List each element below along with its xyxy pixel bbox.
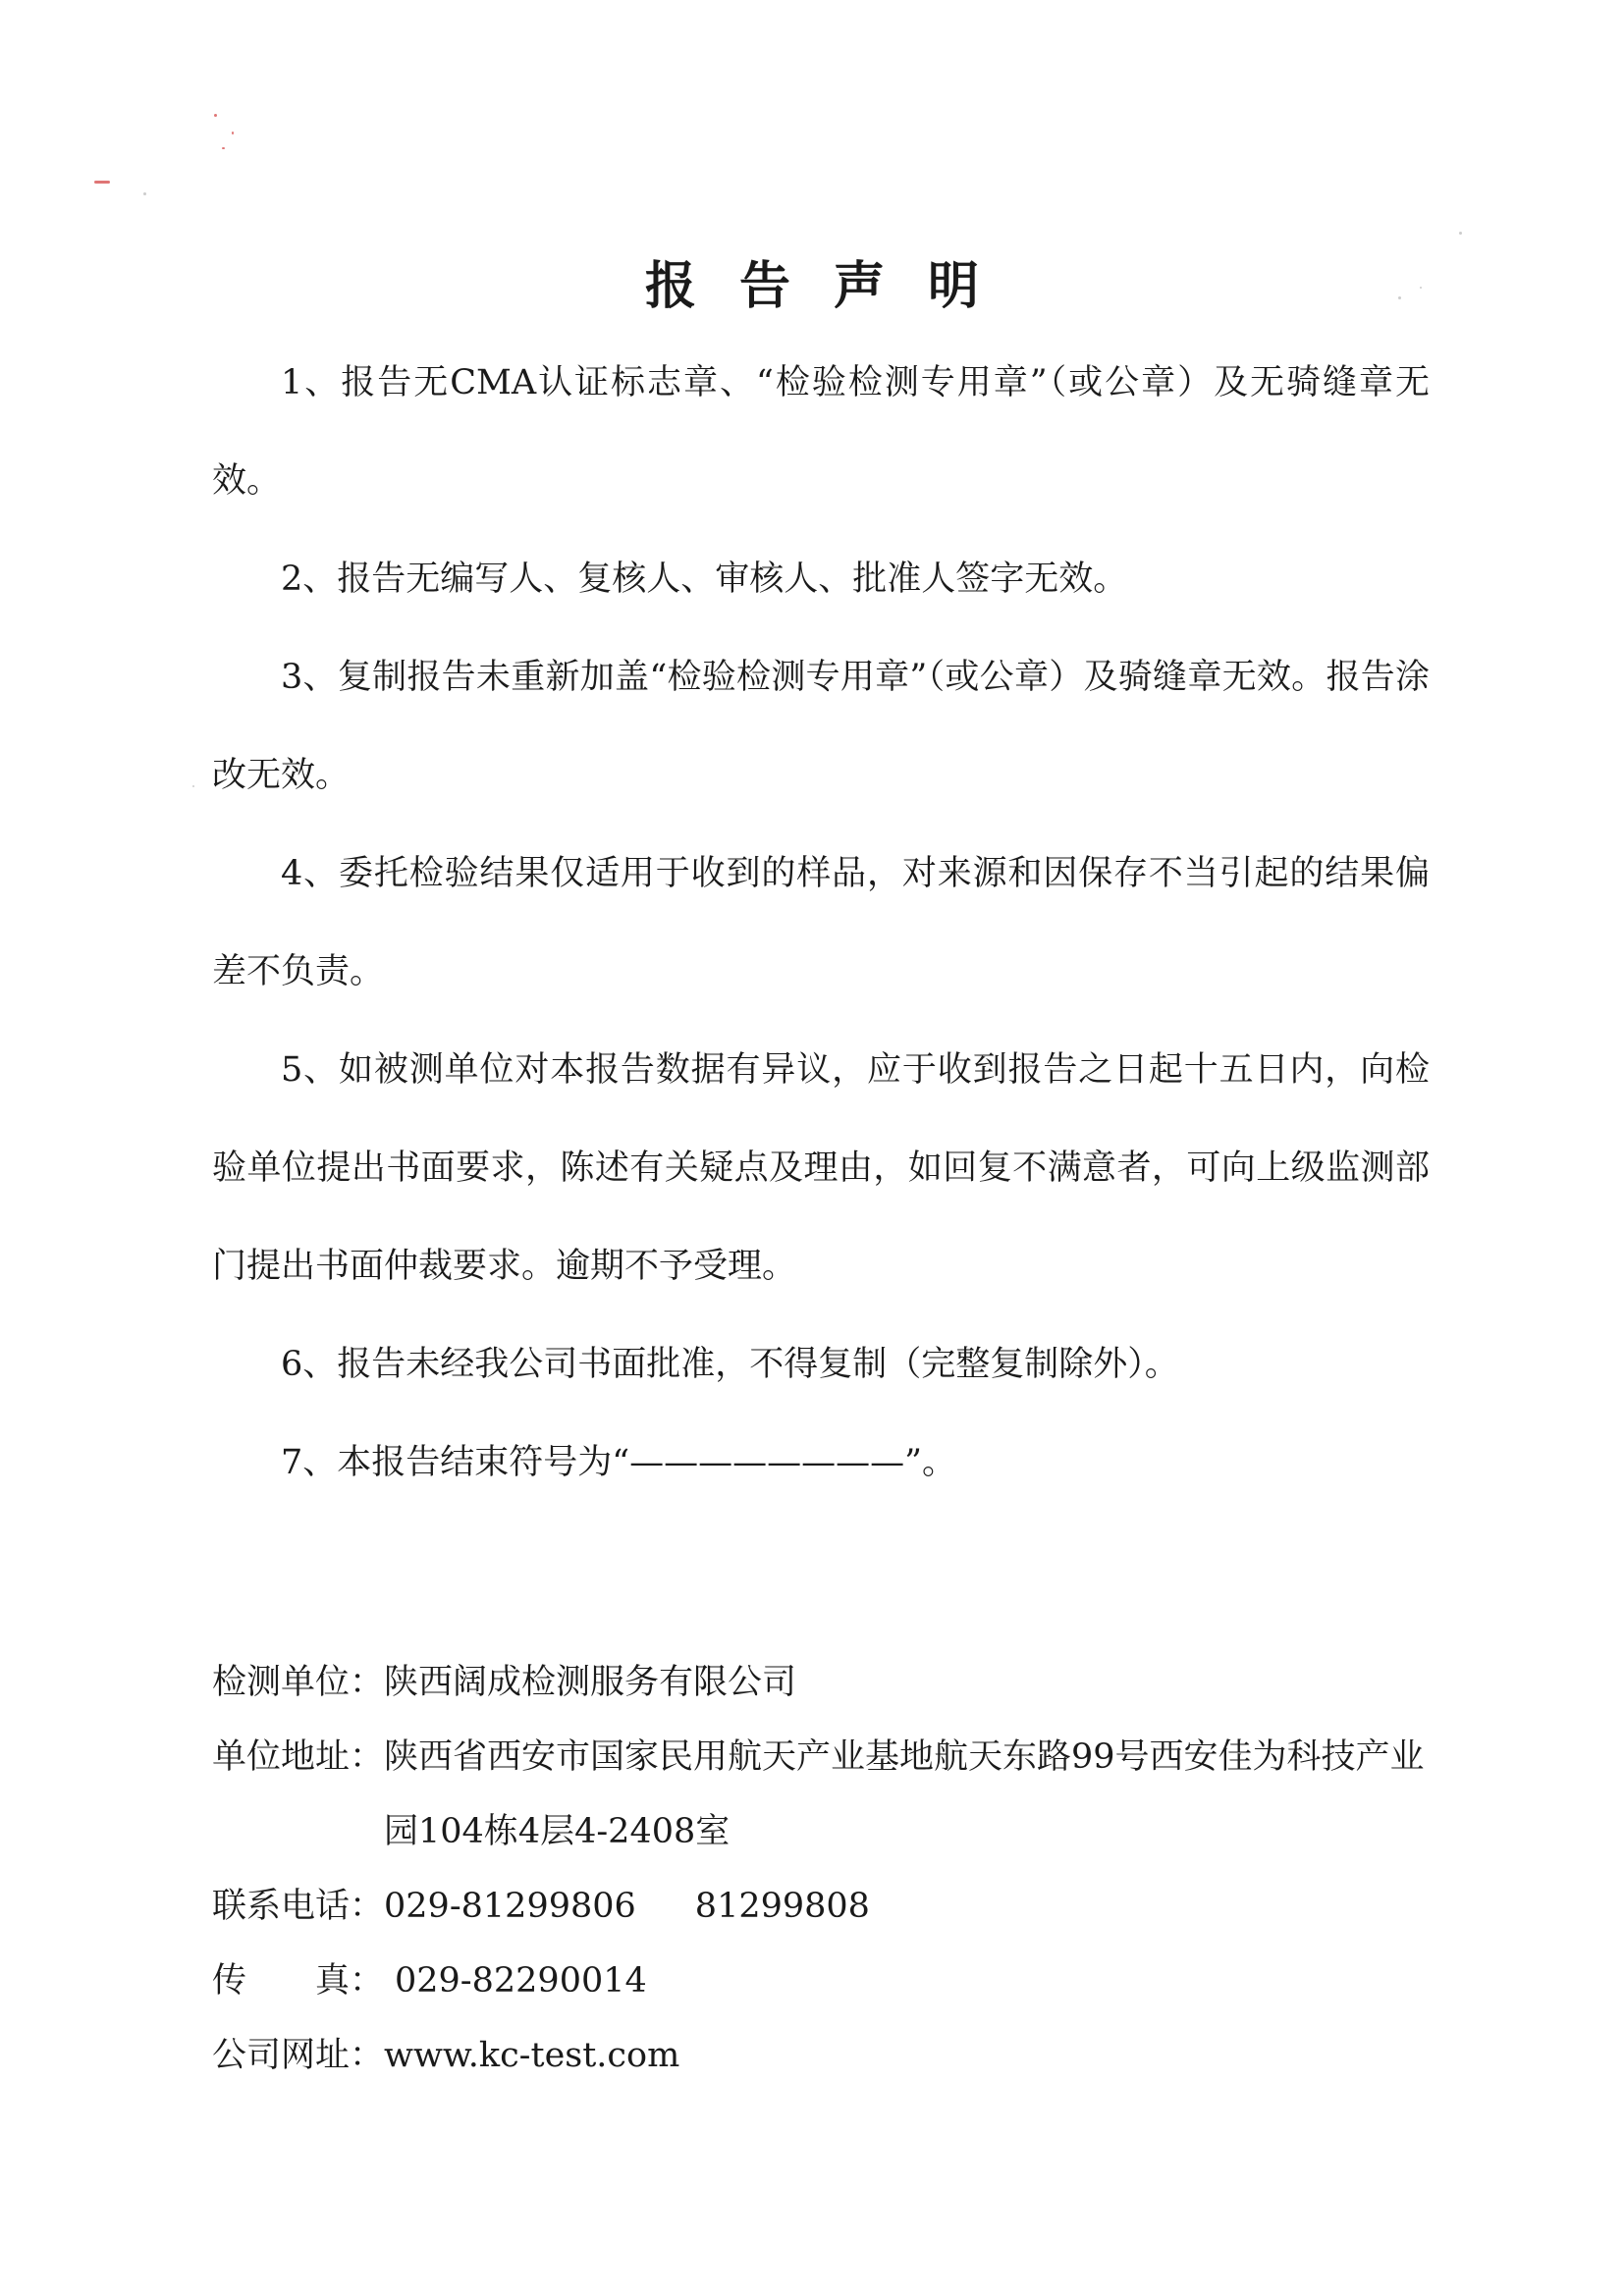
statement-1: 1、报告无CMA认证标志章、“检验检测专用章”（或公章）及无骑缝章无效。 <box>212 363 1430 501</box>
unit-label: 检测单位： <box>212 1663 385 1702</box>
website-label: 公司网址： <box>212 2036 385 2075</box>
scan-speck <box>214 114 217 117</box>
scan-speck <box>1459 232 1462 235</box>
phone-values <box>384 1869 1430 1944</box>
statement-2: 2、报告无编写人、复核人、审核人、批准人签字无效。 <box>281 560 1128 599</box>
statement-3: 3、复制报告未重新加盖“检验检测专用章”（或公章）及骑缝章无效。报告涂改无效。 <box>212 658 1430 795</box>
phone-number-2: 81299808 <box>694 1887 870 1926</box>
phone-row <box>212 1869 1430 1944</box>
address-value: 陕西省西安市国家民用航天产业基地航天东路99号西安佳为科技产业园104栋4层4-2408室 <box>384 1737 1425 1851</box>
scan-speck <box>143 192 146 195</box>
phone-label: 联系电话： <box>212 1887 385 1926</box>
page-title: 报告声明 <box>644 255 1022 316</box>
address-label: 单位地址： <box>212 1737 385 1777</box>
address-row <box>212 1720 1430 1869</box>
statement-7: 7、本报告结束符号为“————————”。 <box>281 1443 957 1482</box>
statement-4: 4、委托检验结果仅适用于收到的样品，对来源和因保存不当引起的结果偏差不负责。 <box>212 854 1430 991</box>
fax-label-rest: 真： <box>315 1961 385 2001</box>
scan-speck <box>94 181 110 184</box>
statement-list <box>212 334 1430 1512</box>
unit-row <box>212 1645 1430 1720</box>
fax-label-char: 传 <box>212 1961 247 2001</box>
contact-info <box>212 1645 1430 2093</box>
website-row <box>212 2018 1430 2093</box>
scan-speck <box>222 147 225 149</box>
unit-value: 陕西阔成检测服务有限公司 <box>384 1663 797 1702</box>
website-value: www.kc-test.com <box>384 2036 680 2075</box>
scan-speck <box>192 785 194 787</box>
fax-label <box>212 1944 395 2018</box>
statement-5: 5、如被测单位对本报告数据有异议，应于收到报告之日起十五日内，向检验单位提出书面要求，陈述有关疑点及理由，如回复不满意者，可向上级监测部门提出书面仲裁要求。逾期不予受理。 <box>212 1050 1430 1286</box>
fax-value: 029-82290014 <box>395 1961 647 2001</box>
statement-6: 6、报告未经我公司书面批准，不得复制（完整复制除外）。 <box>281 1345 1179 1384</box>
fax-row <box>212 1944 1430 2018</box>
phone-number-1: 029-81299806 <box>384 1887 636 1926</box>
scan-speck <box>232 132 234 134</box>
